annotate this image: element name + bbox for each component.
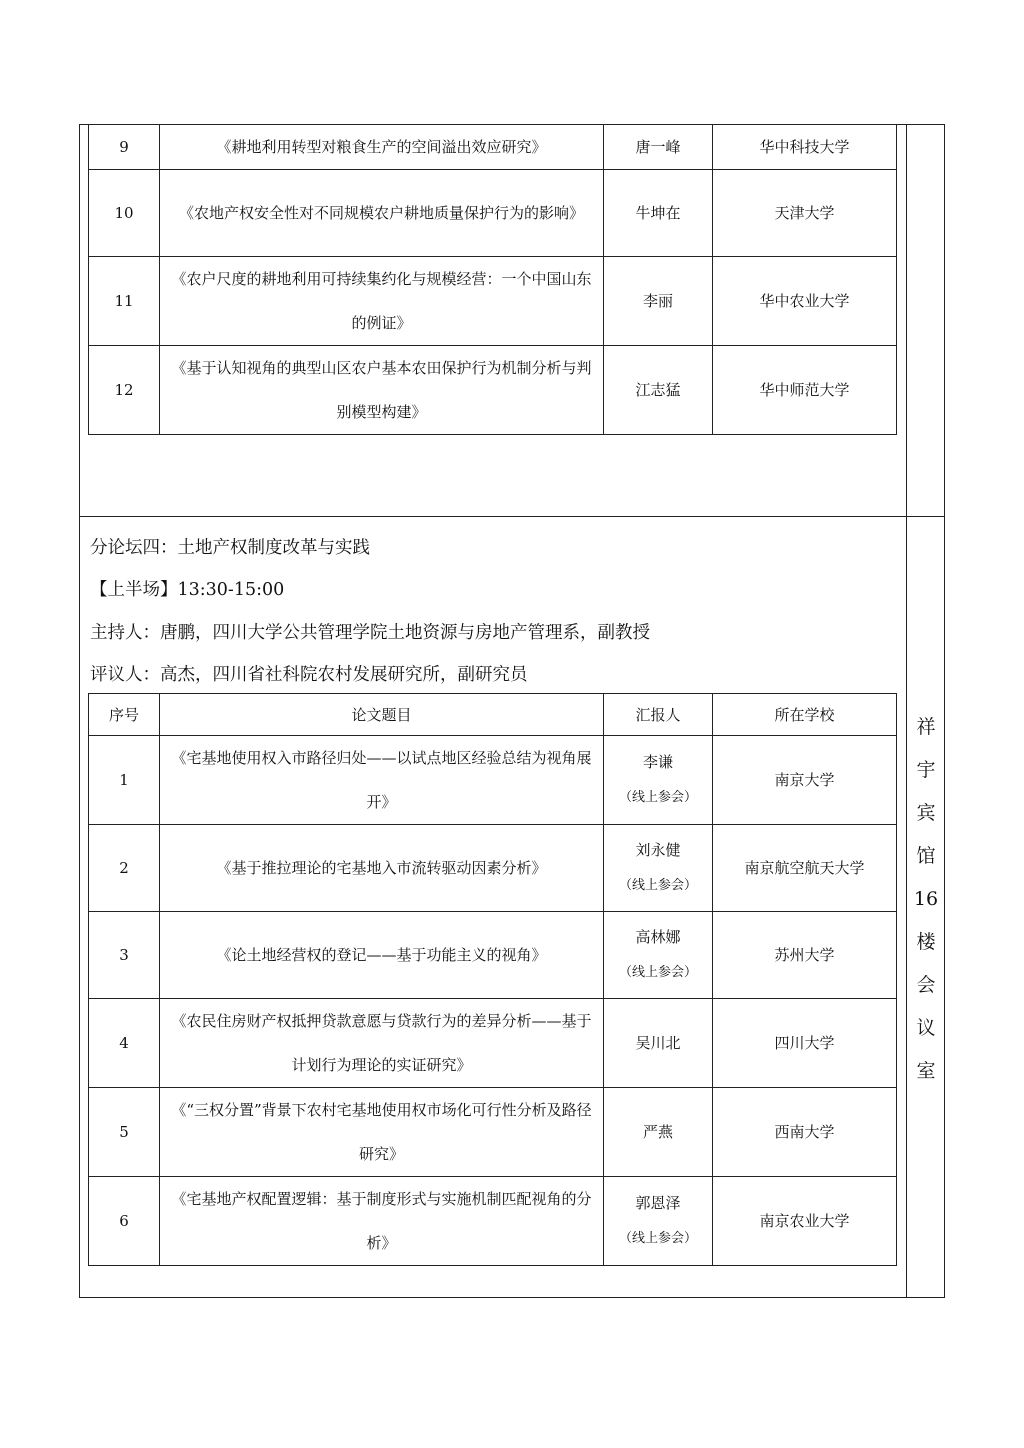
school-name: 华中科技大学 (713, 125, 897, 170)
school-name: 苏州大学 (713, 912, 897, 999)
reporter-cell (604, 257, 713, 346)
row-number: 3 (89, 912, 160, 999)
venue-label (906, 706, 946, 1093)
header-reporter: 汇报人 (604, 694, 713, 736)
venue-char: 馆 (916, 845, 936, 867)
reporter-cell (604, 125, 713, 170)
reporter-note: （线上参会） (618, 1231, 697, 1246)
paper-title: 《基于推拉理论的宅基地入市流转驱动因素分析》 (160, 825, 604, 912)
reporter-cell (604, 912, 713, 999)
reporter-cell (604, 736, 713, 825)
session-time: 【上半场】13:30-15:00 (90, 580, 285, 600)
reporter-cell (604, 999, 713, 1088)
row-number: 12 (89, 346, 160, 435)
reporter-name: 高林娜 (635, 928, 681, 946)
row-number: 5 (89, 1088, 160, 1177)
table-row (89, 999, 897, 1088)
row-number: 9 (89, 125, 160, 170)
venue-char: 议 (916, 1017, 936, 1039)
reporter-cell (604, 1177, 713, 1266)
reporter-cell (604, 170, 713, 257)
paper-title: 《农民住房财产权抵押贷款意愿与贷款行为的差异分析——基于计划行为理论的实证研究》 (160, 999, 604, 1088)
forum-title: 分论坛四：土地产权制度改革与实践 (90, 538, 370, 558)
reporter-name: 李丽 (642, 292, 673, 310)
school-name: 华中师范大学 (713, 346, 897, 435)
reporter-name: 江志猛 (635, 381, 681, 399)
paper-title: 《耕地利用转型对粮食生产的空间溢出效应研究》 (160, 125, 604, 170)
row-number: 2 (89, 825, 160, 912)
row-number: 10 (89, 170, 160, 257)
venue-char: 宇 (916, 759, 936, 781)
reporter-cell (604, 825, 713, 912)
paper-table-body (89, 694, 897, 1266)
paper-title: 《“三权分置”背景下农村宅基地使用权市场化可行性分析及路径研究》 (160, 1088, 604, 1177)
reporter-note: （线上参会） (618, 790, 697, 805)
reporter-name: 严燕 (642, 1123, 673, 1141)
header-title: 论文题目 (160, 694, 604, 736)
table-row (89, 736, 897, 825)
paper-table-continued (88, 124, 897, 435)
paper-title: 《论土地经营权的登记——基于功能主义的视角》 (160, 912, 604, 999)
reporter-cell (604, 346, 713, 435)
reporter-name: 刘永健 (635, 841, 681, 859)
venue-char: 祥 (916, 716, 936, 738)
table-row (89, 912, 897, 999)
paper-title: 《农地产权安全性对不同规模农户耕地质量保护行为的影响》 (160, 170, 604, 257)
paper-table (88, 693, 897, 1266)
row-number: 1 (89, 736, 160, 825)
header-no: 序号 (89, 694, 160, 736)
row-number: 4 (89, 999, 160, 1088)
reporter-note: （线上参会） (618, 965, 697, 980)
school-name: 西南大学 (713, 1088, 897, 1177)
venue-char: 室 (916, 1060, 936, 1082)
school-name: 南京农业大学 (713, 1177, 897, 1266)
table-row (89, 125, 897, 170)
table-row (89, 1088, 897, 1177)
table-row (89, 257, 897, 346)
venue-char: 16 (913, 888, 939, 910)
school-name: 四川大学 (713, 999, 897, 1088)
reporter-name: 牛坤在 (635, 204, 681, 222)
reviewer-info: 评议人：高杰，四川省社科院农村发展研究所，副研究员 (90, 665, 528, 685)
school-name: 南京大学 (713, 736, 897, 825)
reporter-cell (604, 1088, 713, 1177)
paper-title: 《宅基地产权配置逻辑：基于制度形式与实施机制匹配视角的分析》 (160, 1177, 604, 1266)
header-school: 所在学校 (713, 694, 897, 736)
school-name: 天津大学 (713, 170, 897, 257)
venue-char: 会 (916, 974, 936, 996)
paper-title: 《农户尺度的耕地利用可持续集约化与规模经营：一个中国山东的例证》 (160, 257, 604, 346)
paper-title: 《宅基地使用权入市路径归处——以试点地区经验总结为视角展开》 (160, 736, 604, 825)
paper-table-continued-body (89, 125, 897, 435)
table-row (89, 170, 897, 257)
section-divider (79, 516, 945, 517)
table-row (89, 825, 897, 912)
venue-char: 宾 (916, 802, 936, 824)
host-info: 主持人：唐鹏，四川大学公共管理学院土地资源与房地产管理系，副教授 (90, 623, 650, 643)
reporter-name: 吴川北 (635, 1034, 681, 1052)
school-name: 南京航空航天大学 (713, 825, 897, 912)
reporter-name: 郭恩泽 (635, 1194, 681, 1212)
reporter-note: （线上参会） (618, 878, 697, 893)
paper-title: 《基于认知视角的典型山区农户基本农田保护行为机制分析与判别模型构建》 (160, 346, 604, 435)
reporter-name: 唐一峰 (635, 138, 681, 156)
table-header-row (89, 694, 897, 736)
table-row (89, 1177, 897, 1266)
reporter-name: 李谦 (642, 753, 673, 771)
row-number: 6 (89, 1177, 160, 1266)
school-name: 华中农业大学 (713, 257, 897, 346)
table-row (89, 346, 897, 435)
venue-char: 楼 (916, 931, 936, 953)
row-number: 11 (89, 257, 160, 346)
